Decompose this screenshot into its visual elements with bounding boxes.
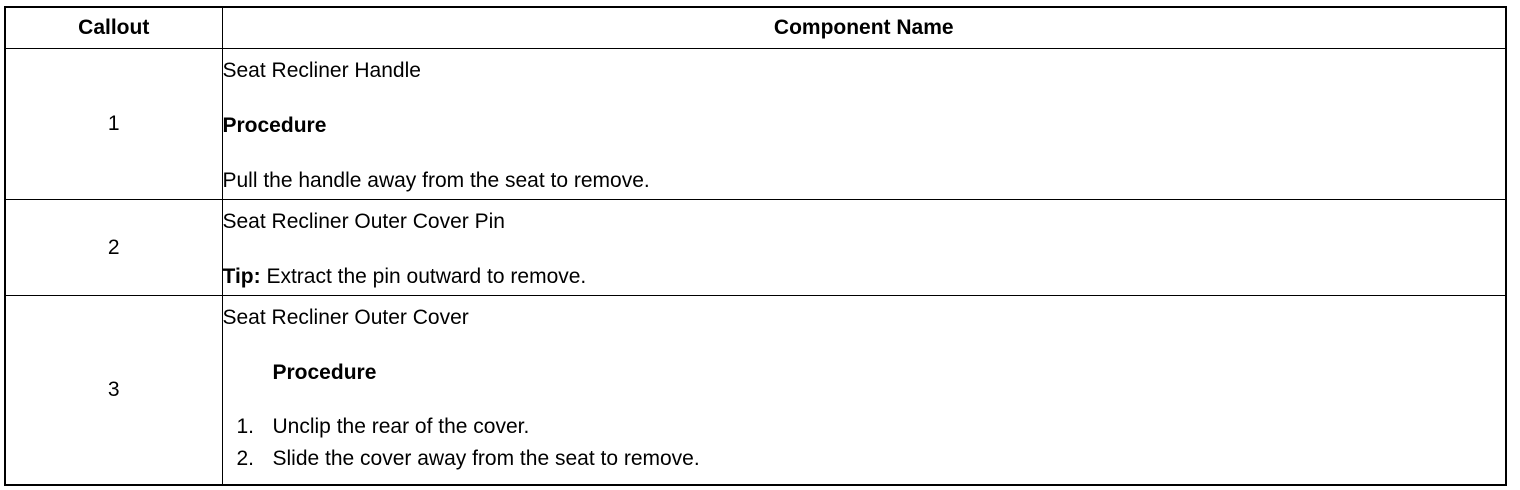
tip-text: Extract the pin outward to remove. <box>260 265 587 288</box>
procedure-step <box>223 443 1506 475</box>
tip-label: Tip: <box>222 265 261 288</box>
header-row <box>5 7 1506 49</box>
procedure-heading: Procedure <box>222 114 327 137</box>
component-table <box>4 6 1507 486</box>
step-text: Unclip the rear of the cover. <box>272 415 530 438</box>
callout-number: 2 <box>5 200 222 296</box>
component-cell <box>222 49 1506 200</box>
step-number: 1. <box>236 415 255 438</box>
step-number: 2. <box>236 447 255 470</box>
procedure-step <box>223 411 1506 443</box>
table-row <box>5 296 1506 486</box>
table-row <box>5 49 1506 200</box>
component-name: Seat Recliner Outer Cover Pin <box>222 210 505 233</box>
callout-number: 1 <box>5 49 222 200</box>
component-name: Seat Recliner Handle <box>222 59 421 82</box>
component-cell <box>222 296 1506 486</box>
step-text: Slide the cover away from the seat to remove. <box>272 447 700 470</box>
component-name: Seat Recliner Outer Cover <box>222 306 469 329</box>
component-cell <box>222 200 1506 296</box>
procedure-text: Pull the handle away from the seat to remove. <box>222 169 650 192</box>
header-component-name: Component Name <box>222 7 1506 49</box>
callout-number: 3 <box>5 296 222 486</box>
table-row <box>5 200 1506 296</box>
tip-line <box>223 263 1506 291</box>
procedure-heading: Procedure <box>272 361 377 384</box>
header-callout: Callout <box>5 7 222 49</box>
